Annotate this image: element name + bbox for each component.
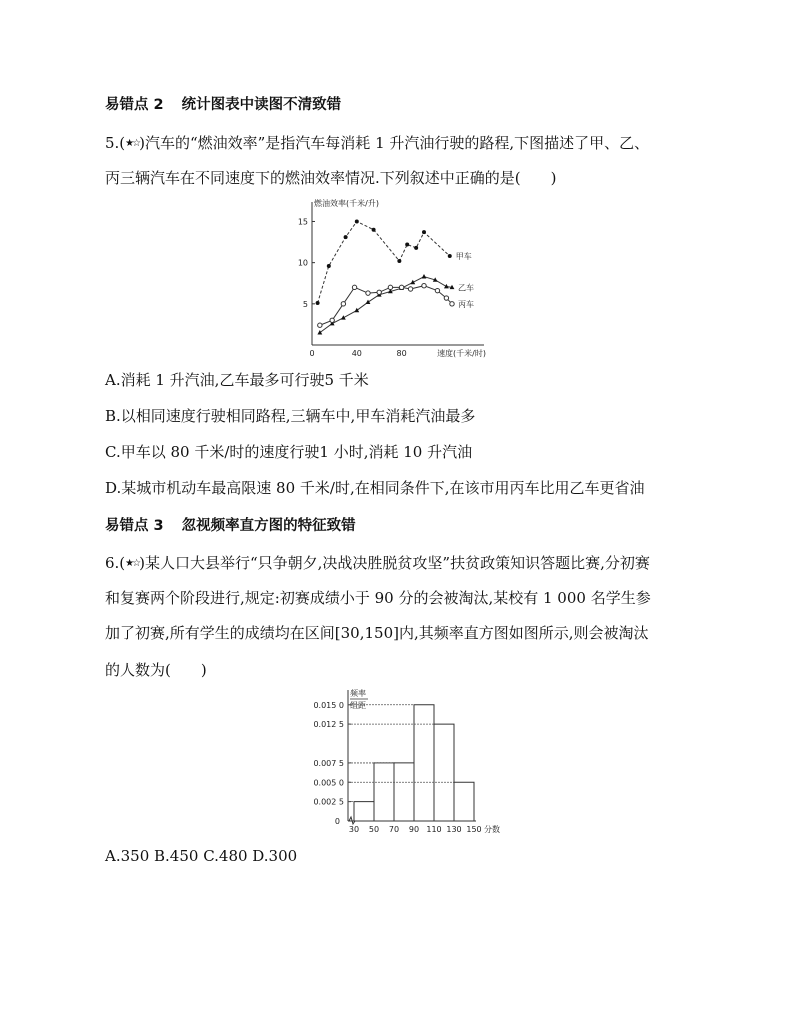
x-tick-label: 40	[351, 349, 362, 358]
y-tick-label: 0.015 0	[313, 700, 344, 710]
x-tick-label: 150	[466, 825, 482, 834]
data-point	[372, 228, 376, 232]
data-point	[330, 318, 334, 322]
q6-line-4: 的人数为( )	[105, 661, 207, 679]
y-tick-label: 0.012 5	[313, 720, 344, 730]
histogram-bar	[454, 782, 474, 821]
histogram-bar	[374, 763, 394, 821]
histogram-bar	[434, 724, 454, 821]
q5-option-a: A.消耗 1 升汽油,乙车最多可行驶5 千米	[105, 371, 369, 389]
y-tick-label: 0.005 0	[313, 778, 344, 788]
section-title: 忽视频率直方图的特征致错	[181, 518, 356, 534]
difficulty-stars: ★☆	[125, 138, 140, 149]
data-point	[448, 254, 452, 258]
y-tick-label: 0.007 5	[313, 758, 344, 768]
q6-number: 6.(	[105, 554, 126, 572]
q5-option-b: B.以相同速度行驶相同路程,三辆车中,甲车消耗汽油最多	[105, 407, 476, 425]
data-point	[435, 288, 439, 292]
y-axis-label-bottom: 组距	[350, 701, 366, 710]
x-axis-label: 分数	[484, 825, 500, 834]
x-tick-label: 130	[446, 825, 462, 834]
data-point	[377, 290, 381, 294]
q5-text: )汽车的“燃油效率”是指汽车每消耗 1 升汽油行驶的路程,下图描述了甲、乙、	[139, 134, 650, 152]
section-label: 易错点 2	[105, 97, 164, 113]
difficulty-stars: ★☆	[125, 558, 140, 569]
frequency-histogram	[290, 686, 510, 836]
x-tick-label: 30	[348, 825, 360, 834]
data-point	[352, 285, 356, 289]
data-point	[414, 246, 418, 250]
q6-line-2: 和复赛两个阶段进行,规定:初赛成绩小于 90 分的会被淘汰,某校有 1 000 名学生参	[105, 589, 651, 607]
y-axis-label-top: 频率	[350, 689, 366, 698]
q5-option-c: C.甲车以 80 千米/时的速度行驶1 小时,消耗 10 升汽油	[105, 443, 473, 461]
section-heading-2	[105, 95, 341, 115]
series-label: 甲车	[455, 252, 472, 262]
series-line	[320, 277, 452, 333]
data-point	[444, 284, 449, 288]
y-tick-label: 15	[297, 217, 308, 227]
y-tick-label: 0.002 5	[313, 797, 344, 807]
section-heading-3	[105, 516, 356, 536]
y-tick-label: 5	[302, 299, 308, 309]
y-tick-label: 10	[297, 258, 308, 268]
section-label: 易错点 3	[105, 518, 164, 534]
y-axis-label: 燃油效率(千米/升)	[314, 199, 379, 208]
series-label: 乙车	[458, 283, 474, 293]
data-point	[366, 291, 370, 295]
q6-line-1	[105, 553, 650, 574]
x-tick-label: 110	[426, 825, 442, 834]
data-point	[316, 301, 320, 305]
q6-text: )某人口大县举行“只争朝夕,决战决胜脱贫攻坚”扶贫政策知识答题比赛,分初赛	[139, 554, 650, 572]
data-point	[422, 274, 427, 278]
q5-line-1	[105, 133, 649, 154]
histogram-bar	[354, 802, 374, 821]
data-point	[399, 285, 403, 289]
data-point	[318, 323, 322, 327]
data-point	[397, 259, 401, 263]
data-point	[444, 296, 448, 300]
data-point	[405, 243, 409, 247]
series-label: 丙车	[458, 299, 474, 309]
x-tick-label: 80	[396, 349, 407, 358]
data-point	[341, 302, 345, 306]
histogram-bar	[394, 763, 414, 821]
data-point	[344, 235, 348, 239]
q5-line-2: 丙三辆汽车在不同速度下的燃油效率情况.下列叙述中正确的是( )	[105, 169, 557, 187]
fuel-efficiency-chart	[290, 196, 510, 358]
data-point	[422, 284, 426, 288]
x-tick-label: 0	[309, 349, 315, 358]
x-tick-label: 50	[368, 825, 380, 834]
data-point	[354, 308, 359, 312]
x-tick-label: 90	[408, 825, 420, 834]
q5-option-d: D.某城市机动车最高限速 80 千米/时,在相同条件下,在该市用丙车比用乙车更省油	[105, 479, 645, 497]
origin-label: 0	[334, 817, 340, 826]
data-point	[366, 300, 371, 304]
data-point	[408, 287, 412, 291]
histogram-bar	[414, 705, 434, 821]
data-point	[388, 285, 392, 289]
q6-line-3: 加了初赛,所有学生的成绩均在区间[30,150]内,其频率直方图如图所示,则会被淘汰	[105, 624, 649, 642]
data-point	[327, 264, 331, 268]
section-title: 统计图表中读图不清致错	[181, 97, 342, 113]
data-point	[317, 330, 322, 334]
x-tick-label: 70	[388, 825, 400, 834]
data-point	[355, 219, 359, 223]
data-point	[450, 302, 454, 306]
data-point	[422, 230, 426, 234]
q6-options: A.350 B.450 C.480 D.300	[105, 847, 298, 865]
x-axis-label: 速度(千米/时)	[437, 349, 486, 358]
q5-number: 5.(	[105, 134, 126, 152]
